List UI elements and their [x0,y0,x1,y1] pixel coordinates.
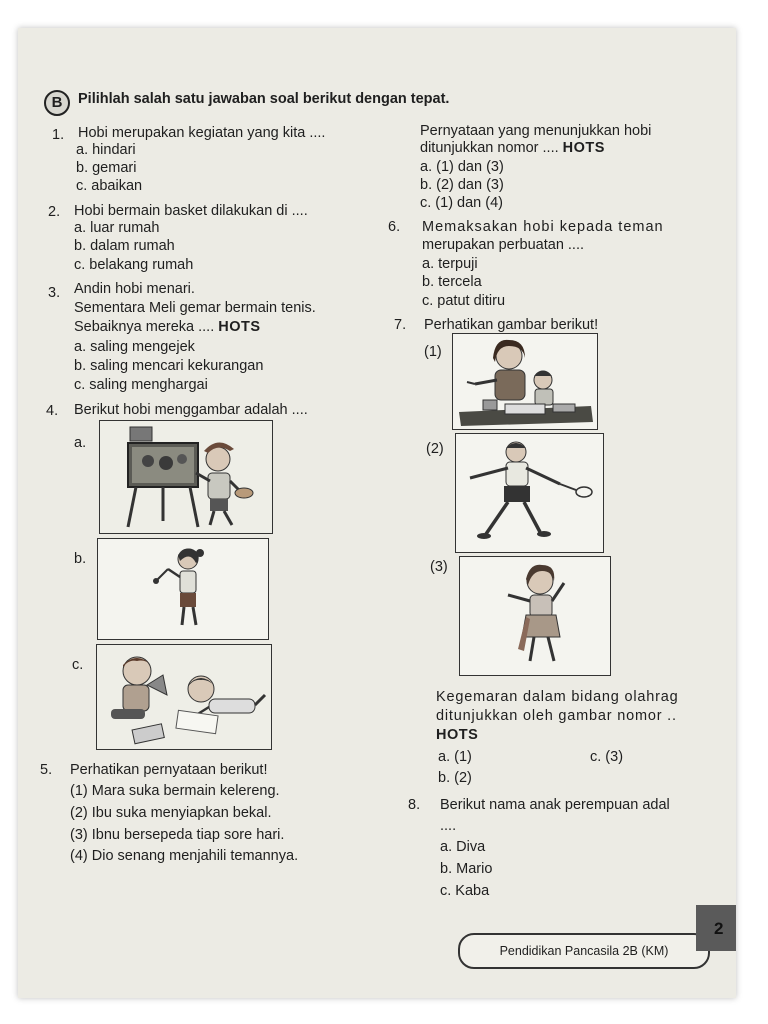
q8-option-b: b. Mario [440,861,493,877]
q1-option-a: a. hindari [76,142,136,158]
q8-text: Berikut nama anak perempuan adal [440,797,670,813]
page-number: 2 [714,919,724,938]
q4-option-c: c. [72,657,84,673]
painting-at-easel-illustration [100,421,272,533]
q5-statement-4: (4) Dio senang menjahili temannya. [70,848,299,864]
q4-option-b: b. [74,551,87,567]
q2-number: 2. [48,204,61,220]
q5-statement-1: (1) Mara suka bermain kelereng. [70,783,280,799]
q8-number: 8. [408,797,421,813]
q3-line1: Andin hobi menari. [74,281,195,297]
q3-hots-label: HOTS [218,319,261,335]
child-playing-badminton-illustration [456,434,603,552]
q8-dots: .... [440,818,457,834]
q5-statement-3: (3) Ibnu bersepeda tiap sore hari. [70,827,285,843]
q5-option-c: c. (1) dan (4) [420,195,503,211]
q8-option-a: a. Diva [440,839,486,855]
child-dancing-illustration [460,557,610,675]
q5-question: ditunjukkan nomor .... [420,140,559,156]
q4-image-c [96,644,272,750]
q6-option-b: b. tercela [422,274,482,290]
child-singing-illustration [98,539,268,639]
q3-question: Sebaiknya mereka .... [74,319,215,335]
q6-number: 6. [388,219,401,235]
q7-picture-2-label: (2) [426,441,444,457]
section-instruction: Pilihlah salah satu jawaban soal berikut dengan tepat. [78,91,450,107]
q7-image-1 [452,333,598,430]
q5-statement-2: (2) Ibu suka menyiapkan bekal. [70,805,272,821]
children-drawing-illustration [97,645,271,749]
q4-image-b [97,538,269,640]
q7-option-c: c. (3) [590,749,624,765]
q3-line2: Sementara Meli gemar bermain tenis. [74,300,316,316]
q2-option-b: b. dalam rumah [74,238,175,254]
q6-option-c: c. patut ditiru [422,293,506,309]
q3-option-a: a. saling mengejek [74,339,195,355]
q5-continuation-line2 [420,139,605,157]
q4-option-a: a. [74,435,87,451]
q5-option-b: b. (2) dan (3) [420,177,504,193]
q1-number: 1. [52,127,65,143]
q2-option-a: a. luar rumah [74,220,160,236]
q2-text: Hobi bermain basket dilakukan di .... [74,203,308,219]
q7-option-a: a. (1) [438,749,472,765]
section-badge: B [44,90,70,116]
q8-option-c: c. Kaba [440,883,490,899]
q4-number: 4. [46,403,59,419]
q7-hots-label: HOTS [436,727,479,743]
q3-option-c: c. saling menghargai [74,377,208,393]
q7-image-3 [459,556,611,676]
q6-line1: Memaksakan hobi kepada teman [422,219,664,235]
q3-line3 [74,318,261,336]
worksheet-page [18,28,736,998]
q7-picture-3-label: (3) [430,559,448,575]
q3-number: 3. [48,285,61,301]
q5-text: Perhatikan pernyataan berikut! [70,762,268,778]
q5-continuation-line1: Pernyataan yang menunjukkan hobi [420,123,652,139]
q1-option-c: c. abaikan [76,178,143,194]
q1-text: Hobi merupakan kegiatan yang kita .... [78,125,326,141]
q3-option-b: b. saling mencari kekurangan [74,358,264,374]
q4-image-a [99,420,273,534]
q2-option-c: c. belakang rumah [74,257,194,273]
q1-option-b: b. gemari [76,160,137,176]
page-number-tab [696,905,736,951]
q5-option-a: a. (1) dan (3) [420,159,504,175]
q7-number: 7. [394,317,407,333]
q6-line2: merupakan perbuatan .... [422,237,585,253]
q4-text: Berikut hobi menggambar adalah .... [74,402,308,418]
q7-text: Perhatikan gambar berikut! [424,317,599,333]
q7-image-2 [455,433,604,553]
q5-hots-label: HOTS [562,140,605,156]
q6-option-a: a. terpuji [422,256,478,272]
q5-number: 5. [40,762,53,778]
book-title-footer: Pendidikan Pancasila 2B (KM) [458,933,710,969]
mother-and-child-cooking-illustration [453,334,597,429]
q7-question-line2: ditunjukkan oleh gambar nomor .. [436,708,677,724]
q7-picture-1-label: (1) [424,344,442,360]
q7-option-b: b. (2) [438,770,472,786]
q7-question-line1: Kegemaran dalam bidang olahrag [436,689,679,705]
